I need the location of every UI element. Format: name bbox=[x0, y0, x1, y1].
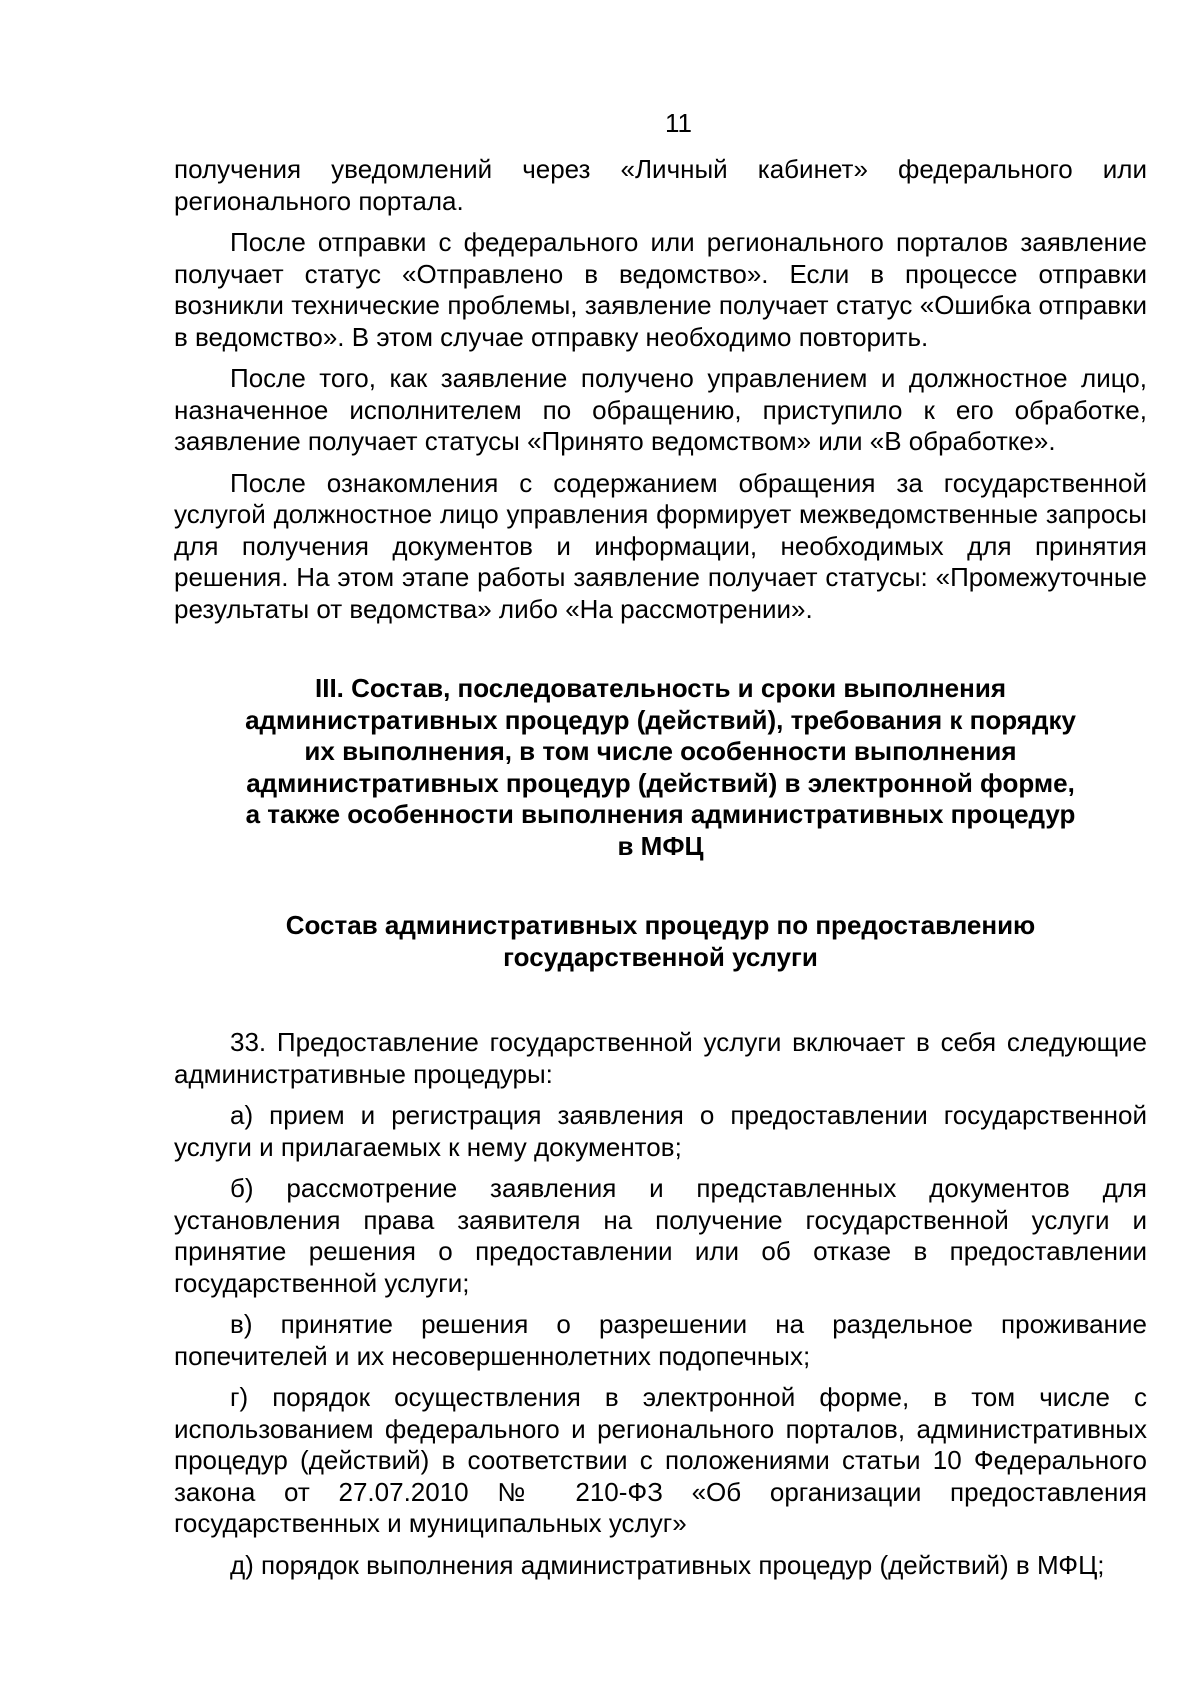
list-item-g: г) порядок осуществления в электронной форме, в том числе с использованием федерального и регионального порталов, административных процедур (действий) в соответствии с положениями статьи 10 Федерального закона от 27.07.2010 № 210-ФЗ «Об организации предоставления государственных и муниципальных услуг» bbox=[174, 1382, 1147, 1538]
subsection-heading-line: Состав административных процедур по предоставлению bbox=[285, 910, 1036, 940]
subsection-heading-line: государственной услуги bbox=[503, 941, 818, 972]
list-item-b: б) рассмотрение заявления и представленных документов для установления права заявителя на получение государственной услуги и принятие решения о предоставлении или об отказе в предоставлении государственной услуги; bbox=[174, 1173, 1147, 1298]
paragraph-status-accepted: После того, как заявление получено управлением и должностное лицо, назначенное исполнителем по обращению, приступило к его обработке, заявление получает статусы «Принято ведомством» или «В обработке». bbox=[174, 363, 1147, 456]
paragraph-status-intermediate: После ознакомления с содержанием обращения за государственной услугой должностное лицо управления формирует межведомственные запросы для получения документов и информации, необходимых для принятия решения. На этом этапе работы заявление получает статусы: «Промежуточные результаты от ведомства» либо «На рассмотрении». bbox=[174, 467, 1147, 624]
section-heading bbox=[174, 673, 1147, 862]
document-page bbox=[174, 108, 1147, 1591]
list-item-a: а) прием и регистрация заявления о предоставлении государственной услуги и прилагаемых к нему документов; bbox=[174, 1100, 1147, 1162]
section-heading-line: административных процедур (действий), требования к порядку bbox=[245, 704, 1076, 735]
paragraph-continuation: получения уведомлений через «Личный кабинет» федерального или регионального портала. bbox=[174, 154, 1147, 216]
paragraph-status-sent: После отправки с федерального или регионального порталов заявление получает статус «Отправлено в ведомство». Если в процессе отправки возникли технические проблемы, заявление получает статус «Ошибка отправки в ведомство». В этом случае отправку необходимо повторить. bbox=[174, 227, 1147, 352]
section-heading-line: административных процедур (действий) в электронной форме, bbox=[246, 767, 1075, 798]
paragraph-item-33: 33. Предоставление государственной услуги включает в себя следующие административные процедуры: bbox=[174, 1027, 1147, 1089]
list-item-v: в) принятие решения о разрешении на раздельное проживание попечителей и их несовершеннолетних подопечных; bbox=[174, 1309, 1147, 1371]
section-heading-line: в МФЦ bbox=[617, 830, 704, 861]
subsection-heading bbox=[174, 910, 1147, 973]
section-heading-line: III. Состав, последовательность и сроки выполнения bbox=[315, 673, 1006, 703]
section-heading-line: а также особенности выполнения административных процедур bbox=[245, 799, 1076, 829]
section-heading-line: их выполнения, в том числе особенности выполнения bbox=[304, 736, 1017, 766]
list-item-d: д) порядок выполнения административных процедур (действий) в МФЦ; bbox=[230, 1549, 1105, 1580]
page-number: 11 bbox=[665, 108, 692, 138]
